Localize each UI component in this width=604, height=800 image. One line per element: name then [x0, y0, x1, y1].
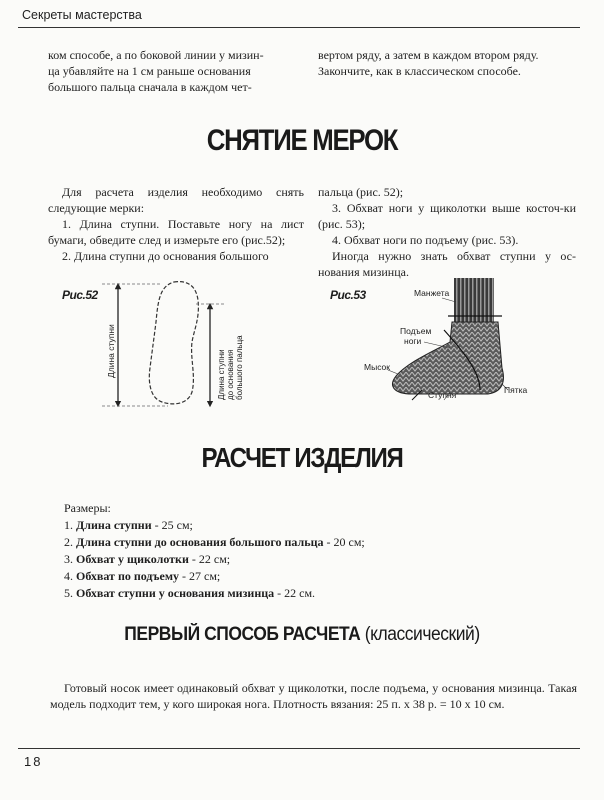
- paragraph: 1. Длина ступни. Поставьте ногу на лист бумаги, обведите след и измерьте его (рис.52);: [48, 217, 304, 247]
- list-item: 1. Длина ступни - 25 см;: [64, 518, 193, 532]
- running-header: Секреты мастерства: [22, 8, 142, 22]
- header-rule: [18, 27, 580, 28]
- paragraph: Для расчета изделия необходимо снять следующие мерки:: [48, 185, 304, 215]
- toe-base-label-line1: Длина ступни: [217, 349, 226, 400]
- sizes-intro: Размеры:: [64, 501, 111, 515]
- toe-base-label-line2: до основания: [226, 349, 235, 400]
- measurements-left-column: [48, 184, 304, 264]
- foot-outline: [149, 282, 198, 404]
- sizes-block: [64, 500, 544, 602]
- paragraph: Иногда нужно знать обхват ступни у ос-нования мизинца.: [318, 249, 576, 279]
- instep-label-line2: ноги: [404, 336, 422, 346]
- figure-52-foot-outline: [88, 278, 308, 413]
- text-line: большого пальца сначала в каждом чет-: [48, 80, 252, 94]
- text-line: Закончите, как в классическом способе.: [318, 64, 521, 78]
- paragraph: 4. Обхват ноги по подъему (рис. 53).: [332, 233, 519, 247]
- sizes-list: [64, 517, 544, 602]
- cuff-label: Манжета: [414, 288, 450, 298]
- toe-base-label-line3: большого пальца: [235, 335, 244, 400]
- paragraph: 2. Длина ступни до основания большого: [62, 249, 269, 263]
- figure-53-caption: Рис.53: [330, 288, 366, 302]
- sock-cuff: [454, 278, 494, 324]
- list-item: 5. Обхват ступни у основания мизинца - 22 см.: [64, 586, 316, 600]
- length-label: Длина ступни: [106, 324, 116, 378]
- text-line: ца убавляйте на 1 см раньше основания: [48, 64, 251, 78]
- list-item: 4. Обхват по подъему - 27 см;: [64, 569, 221, 583]
- footer-rule: [18, 748, 580, 749]
- paragraph: пальца (рис. 52);: [318, 185, 404, 199]
- paragraph: 3. Обхват ноги у щиколотки выше косточ-ки (рис. 53);: [318, 201, 576, 231]
- top-left-column: [48, 47, 304, 95]
- list-item: 3. Обхват у щиколотки - 22 см;: [64, 552, 231, 566]
- toe-label: Мысок: [364, 362, 390, 372]
- section-title-calculation: РАСЧЕТ ИЗДЕЛИЯ: [201, 442, 403, 473]
- page-number: 18: [24, 754, 43, 769]
- figure-53-sock-drawing: [352, 272, 572, 412]
- figure-52-caption: Рис.52: [62, 288, 98, 302]
- text-line: вертом ряду, а затем в каждом втором ряду.: [318, 48, 539, 62]
- first-method-paragraph: [50, 680, 577, 712]
- instep-label-line1: Подъем: [400, 326, 432, 336]
- section-title-first-method: [24, 624, 580, 646]
- section-title-measurements: СНЯТИЕ МЕРОК: [206, 124, 398, 157]
- title-bold: ПЕРВЫЙ СПОСОБ РАСЧЕТА: [124, 624, 361, 645]
- foot-label: Ступня: [428, 390, 457, 400]
- heel-label: Пятка: [504, 385, 528, 395]
- title-light: (классический): [364, 624, 480, 645]
- measurements-right-column: [318, 184, 576, 280]
- list-item: 2. Длина ступни до основания большого пальца - 20 см;: [64, 535, 365, 549]
- text-line: ком способе, а по боковой линии у мизин-: [48, 48, 264, 62]
- paragraph: Готовый носок имеет одинаковый обхват у щиколотки, после подъема, у основания мизинца. Такая модель подходит тем, у кого широкая нога. Плотность вязания: 25 п. х 38 р. = 10 х 10 см.: [50, 681, 577, 711]
- top-right-column: [318, 47, 576, 79]
